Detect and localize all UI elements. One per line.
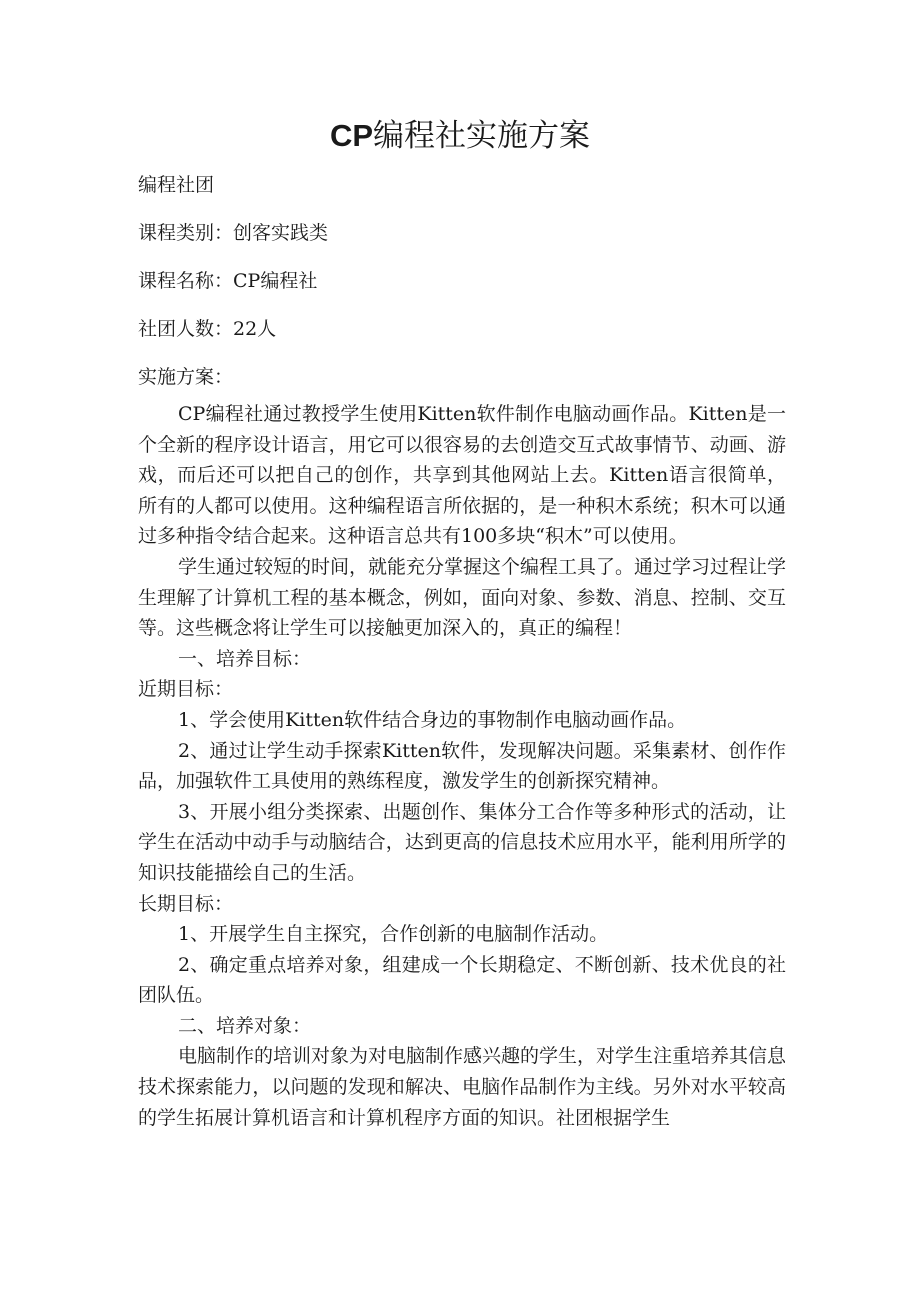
club-name: 编程社团	[138, 174, 215, 196]
title-chinese: 编程社实施方案	[373, 118, 591, 154]
short-term-goal-1: 1、学会使用Kitten软件结合身边的事物制作电脑动画作品。	[178, 708, 687, 731]
document-title	[0, 114, 920, 158]
intro-paragraph: CP编程社通过教授学生使用Kitten软件制作电脑动画作品。Kitten是一个全新的程序设计语言，用它可以很容易的去创造交互式故事情节、动画、游戏，而后还可以把自己的创作，共享到其他网站上去。Kitten语言很简单，所有的人都可以使用。这种编程语言所依据的，是一种积木系统；积木可以通过多种指令结合起来。这种语言总共有100多块“积木”可以使用。	[138, 403, 786, 548]
plan-heading: 实施方案：	[138, 366, 234, 388]
long-term-heading: 长期目标：	[138, 892, 234, 915]
title-latin: CP	[329, 118, 374, 153]
section-heading-goals: 一、培养目标：	[178, 647, 312, 670]
short-term-goal-3: 3、开展小组分类探索、出题创作、集体分工合作等多种形式的活动，让学生在活动中动手与动脑结合，达到更高的信息技术应用水平，能利用所学的知识技能描绘自己的生活。	[138, 800, 786, 884]
target-paragraph: 电脑制作的培训对象为对电脑制作感兴趣的学生，对学生注重培养其信息技术探索能力，以问题的发现和解决、电脑作品制作为主线。另外对水平较高的学生拓展计算机语言和计算机程序方面的知识。社团根据学生	[138, 1045, 787, 1129]
learning-paragraph: 学生通过较短的时间，就能充分掌握这个编程工具了。通过学习过程让学生理解了计算机工程的基本概念，例如，面向对象、参数、消息、控制、交互等。这些概念将让学生可以接触更加深入的，真正的编程！	[138, 555, 787, 640]
course-name: 课程名称：CP编程社	[138, 270, 318, 292]
member-count: 社团人数：22人	[138, 318, 277, 340]
section-heading-target: 二、培养对象：	[178, 1014, 312, 1037]
long-term-goal-2: 2、确定重点培养对象，组建成一个长期稳定、不断创新、技术优良的社团队伍。	[138, 953, 786, 1007]
document-body	[138, 399, 786, 1133]
short-term-heading: 近期目标：	[138, 678, 234, 701]
long-term-goal-1: 1、开展学生自主探究，合作创新的电脑制作活动。	[178, 923, 609, 946]
short-term-goal-2: 2、通过让学生动手探索Kitten软件，发现解决问题。采集素材、创作作品，加强软件工具使用的熟练程度，激发学生的创新探究精神。	[138, 739, 786, 793]
course-category: 课程类别：创客实践类	[138, 222, 329, 244]
